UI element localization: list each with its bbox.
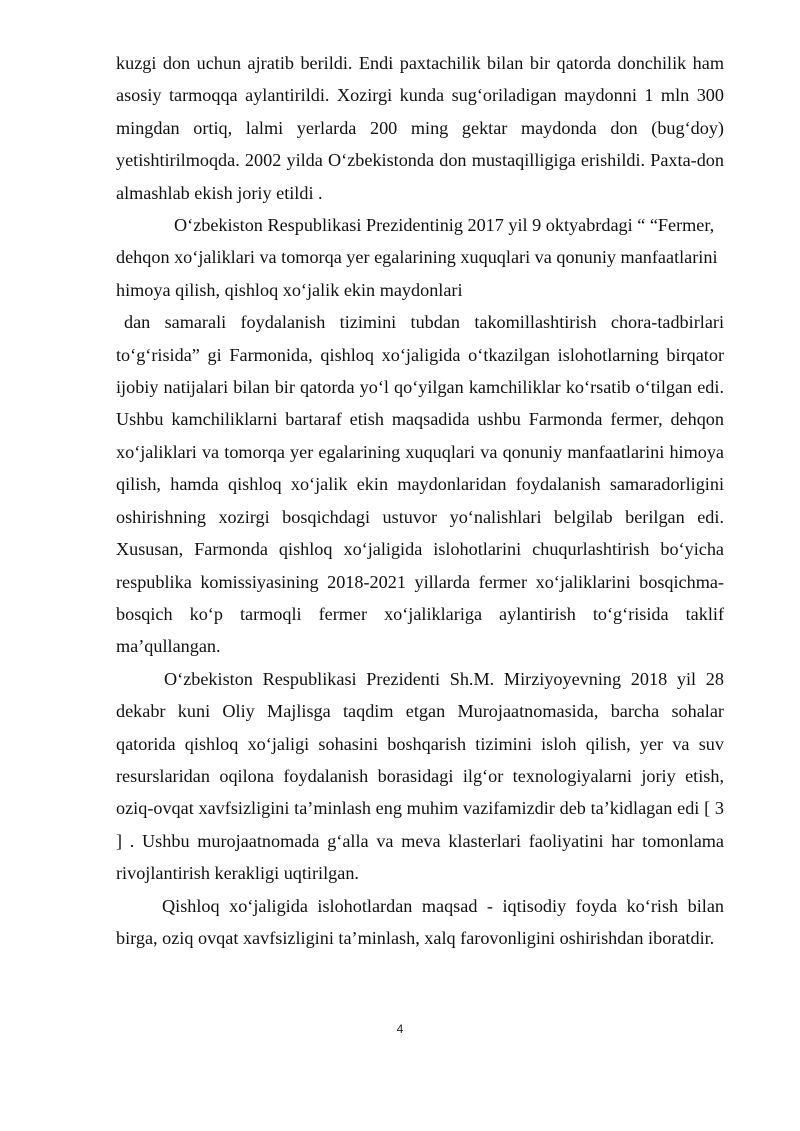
paragraph-murojaatnoma: O‘zbekiston Respublikasi Prezidenti Sh.M. Mirziyoyevning 2018 yil 28 dekabr kuni Oliy Majlisga taqdim etgan Murojaatnomasida, barcha sohalar qatorida qishloq xo‘jaligi sohasini boshqarish tizimini isloh qilish, yer va suv resurslaridan oqilona foydalanish borasidagi ilg‘or texnologiyalarni joriy etish, oziq-ovqat xavfsizligini ta’minlash eng muhim vazifamizdir deb ta’kidlagan edi [ 3 ] . Ushbu murojaatnomada g‘alla va meva klasterlari faoliyatini har tomonlama rivojlantirish kerakligi uqtirilgan. [116, 668, 724, 884]
document-body [116, 47, 724, 954]
paragraph-farmon-body: dan samarali foydalanish tizimini tubdan takomillashtirish chora-tadbirlari to‘g‘risida” gi Farmonida, qishloq xo‘jaligida o‘tkazilgan islohotlarning birqator ijobiy natijalari bilan bir qatorda yo‘l qo‘yilgan kamchiliklar ko‘rsatib o‘tilgan edi. Ushbu kamchiliklarni bartaraf etish maqsadida ushbu Farmonda fermer, dehqon xo‘jaliklari va tomorqa yer egalarining xuquqlari va qonuniy manfaatlarini himoya qilish, hamda qishloq xo‘jalik ekin maydonlaridan foydalanish samaradorligini oshirishning xozirgi bosqichdagi ustuvor yo‘nalishlari belgilab berilgan edi. Xususan, Farmonda qishloq xo‘jaligida islohotlarini chuqurlashtirish bo‘yicha respublika komissiyasining 2018-2021 yillarda fermer xo‘jaliklarini bosqichma-bosqich ko‘p tarmoqli fermer xo‘jaliklariga aylantirish to‘g‘risida taklif ma’qullangan. [116, 312, 724, 657]
paragraph-continuation: kuzgi don uchun ajratib berildi. Endi paxtachilik bilan bir qatorda donchilik ham asosiy tarmoqqa aylantirildi. Xozirgi kunda sug‘oriladigan maydonni 1 mln 300 mingdan ortiq, lalmi yerlarda 200 ming gektar maydonda don (bug‘doy) yetishtirilmoqda. 2002 yilda O‘zbekistonda don mustaqilligiga erishildi. Paxta-don almashlab ekish joriy etildi . [116, 53, 724, 203]
paragraph-maqsad: Qishloq xo‘jaligida islohotlardan maqsad - iqtisodiy foyda ko‘rish bilan birga, oziq ovqat xavfsizligini ta’minlash, xalq farovonligini oshirishdan iboratdir. [116, 895, 724, 948]
paragraph-farmon-intro: O‘zbekiston Respublikasi Prezidentinig 2017 yil 9 oktyabrdagi “ “Fermer, dehqon xo‘jaliklari va tomorqa yer egalarining xuquqlari va qonuniy manfaatlarini himoya qilish, qishloq xo‘jalik ekin maydonlari [116, 215, 718, 300]
page-number: 4 [396, 1022, 404, 1036]
